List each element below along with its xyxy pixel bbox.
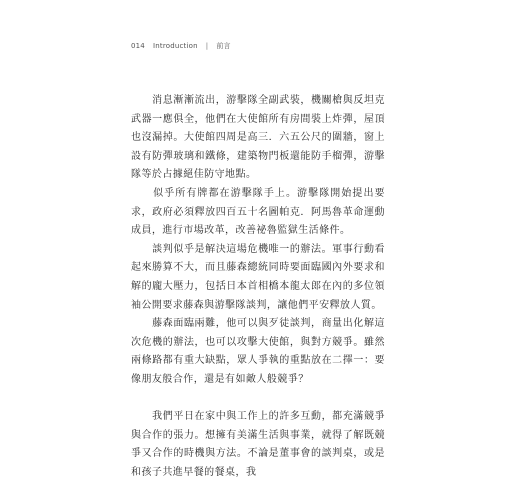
paragraph-2: 似乎所有牌都在游擊隊手上。游擊隊開始提出要求，政府必須釋放四百五十名圖帕克．阿馬魯革命運動成員，進行市場改革，改善祕魯監獄生活條件。 — [131, 187, 385, 237]
section-title-en: Introduction — [152, 42, 198, 50]
section-title-zh: 前言 — [216, 42, 231, 50]
header-separator: | — [205, 42, 209, 50]
body-text — [131, 92, 385, 482]
paragraph-4: 藤森面臨兩難，他可以與歹徒談判，商量出化解這次危機的辦法，也可以攻擊大使館，與對方競爭。雖然兩條路都有重大缺點，眾人爭執的重點放在二擇一：要像朋友般合作，還是有如敵人般競爭？ — [131, 318, 385, 385]
paragraph-3: 談判似乎是解決這場危機唯一的辦法。軍事行動看起來勝算不大，而且藤森總統同時要面臨國內外要求和解的龐大壓力，包括日本首相橋本龍太郎在內的多位領袖公開要求藤森與游擊隊談判，讓他們平安釋放人質。 — [131, 243, 385, 311]
page-number: 014 — [131, 42, 145, 50]
running-header — [131, 41, 231, 51]
paragraph-5: 我們平日在家中與工作上的許多互動，都充滿競爭與合作的張力。想擁有美滿生活與事業，就得了解既競爭又合作的時機與方法。不論是董事會的談判桌，或是和孩子共進早餐的餐桌，我 — [131, 411, 385, 478]
paragraph-1: 消息漸漸流出，游擊隊全副武裝，機關槍與反坦克武器一應俱全，他們在大使館所有房間裝上炸彈，屋頂也沒漏掉。大使館四周是高三．六五公尺的圍牆，窗上設有防彈玻璃和鐵條，建築物門板還能防手榴彈，游擊隊等於占據絕佳防守地點。 — [131, 95, 385, 181]
